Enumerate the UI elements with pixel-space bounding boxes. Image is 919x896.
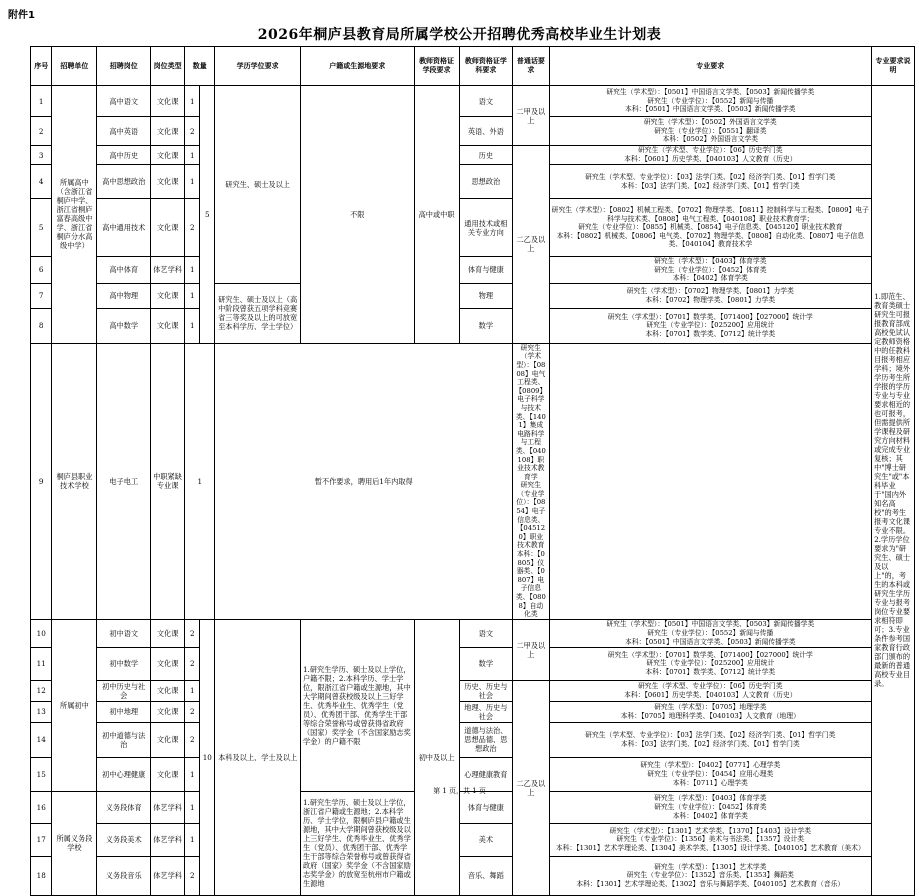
major-line: 研究生（学术型）：【0403】体育学类 (654, 257, 767, 265)
row-major (549, 86, 872, 117)
row-post: 初中历史与社会 (97, 680, 151, 701)
row-count: 2 (185, 701, 200, 722)
major-line: 研究生（专业学位）：【0551】翻译类 (654, 126, 767, 135)
mandarin-requirement: 二乙及以上 (513, 146, 549, 344)
major-line: 研究生（专业学位）：【0552】新闻与传播 (647, 628, 774, 637)
unit-cell: 桐庐县职业技术学校 (52, 343, 97, 619)
major-note: 1.即范生、教育类硕士研究生可报报教育部成高校免试认定教师资格中的任教科目报考相应学科；境外学历考生所学报的学历专业与专业要求相近的也可报考，但需提供所学课程及研究方向材料或完成专业复核；其中"博士研究生"或"本科毕业于"国内外知名高校"的考生报考文化课专业不限。2.学历学位要求为"研究生、硕士及以上"的，考生的本科或研究生学历专业与报考岗位专业要求相符即可；3.专业条件参考国家教育行政部门颁布的最新的普通高校专业目录。 (872, 86, 915, 896)
major-line: 研究生（学术型、专业学位）：【06】历史学门类 (638, 682, 783, 691)
row-type: 体艺学科 (150, 791, 184, 823)
row-major (549, 308, 872, 343)
row-post: 高中语文 (97, 86, 151, 117)
header-cert-subject: 教师资格证学科要求 (459, 47, 513, 86)
row-seq: 1 (31, 86, 52, 117)
row-cert-subject: 数学 (459, 308, 513, 343)
major-line: 研究生（专业学位）：【0452】体育类 (654, 265, 767, 274)
row-seq: 17 (31, 823, 52, 856)
major-line: 本科：【0501】中国语言文学类、【0503】新闻传播学类 (625, 105, 796, 114)
row-type: 文化课 (150, 701, 184, 722)
major-line: 研究生（学术型）：【0501】中国语言文学类、【0503】新闻传播学类 (606, 88, 815, 97)
row-seq: 3 (31, 146, 52, 165)
header-type: 岗位类型 (150, 47, 184, 86)
major-line: 研究生（学术型）：【0402】【0771】心理学类 (640, 761, 781, 770)
row-post: 初中心理健康 (97, 757, 151, 791)
row-cert-subject: 历史 (459, 146, 513, 165)
row-major (549, 647, 872, 680)
major-line: 本科：【0711】心理学类 (672, 778, 748, 787)
major-line: 本科：【03】法学门类、【02】经济学门类、【01】哲学门类 (620, 739, 800, 748)
page-footer: 第 1 页，共 1 页 (433, 787, 486, 795)
row-cert-subject: 物理 (459, 283, 513, 308)
row-post: 初中语文 (97, 619, 151, 647)
table-row (31, 701, 915, 722)
row-type: 文化课 (150, 117, 184, 146)
major-line: 本科：【0705】地理科学类、【040103】人文教育（地理） (620, 711, 800, 720)
row-major (549, 619, 872, 647)
domicile-requirement: 1.研究生学历、硕士及以上学位，浙江省户籍或生源地；2.本科学历、学士学位，限桐庐县户籍或生源地，其中大学期间曾获校级及以上三好学生、优秀毕业生、优秀学生（党员）、优秀团干部、优秀学生干部等综合荣誉称号或曾获得省政府（国家）奖学金（不含国家励志奖学金）的放宽至杭州市户籍或生源地 (300, 791, 414, 895)
row-post: 高中英语 (97, 117, 151, 146)
major-line: 研究生（学术型）：【0701】数学类、【071400】【027000】统计学 (607, 312, 813, 321)
row-cert-subject: 语文 (459, 619, 513, 647)
header-mandarin: 普通话要求 (513, 47, 549, 86)
edu-requirement: 本科及以上、学士及以上 (215, 619, 301, 895)
row-count: 1 (185, 680, 200, 701)
unit-cell: 所属初中 (52, 619, 97, 791)
row-post: 电子电工 (97, 343, 151, 619)
row-major (549, 722, 872, 757)
major-line: 研究生（学术型）：【0501】中国语言文学类、【0503】新闻传播学类 (606, 620, 815, 629)
row-count: 1 (185, 86, 200, 117)
total-count: 5 (200, 86, 215, 344)
row-post: 高中通用技术 (97, 199, 151, 257)
cert-level: 初中及以上 (414, 619, 459, 895)
row-cert-subject: 历史、历史与社会 (459, 680, 513, 701)
row-major (549, 117, 872, 146)
row-post: 高中思想政治 (97, 165, 151, 199)
table-row (31, 619, 915, 647)
row-count: 1 (185, 165, 200, 199)
row-count: 1 (185, 823, 200, 856)
header-note: 专业要求说明 (872, 47, 915, 86)
header-major: 专业要求 (549, 47, 872, 86)
row-cert-subject: 思想政治 (459, 165, 513, 199)
major-line: 本科：【1301】艺术学理论类、【1304】美术学类、【1305】设计学类、【040105】艺术教育（美术） (555, 844, 865, 853)
table-row (31, 199, 915, 257)
major-line: 本科：【0805】仪器类、【0807】电子信息类、【0808】自动化类 (515, 550, 546, 619)
attachment-label: 附件1 (8, 10, 35, 21)
row-type: 文化课 (150, 680, 184, 701)
row-major (549, 680, 872, 701)
major-line: 研究生（学术型）：【0701】数学类、【071400】【027000】统计学 (607, 650, 813, 659)
row-seq: 15 (31, 757, 52, 791)
row-count: 1 (185, 308, 200, 343)
major-line: 研究生（专业学位）：【025200】应用统计 (646, 321, 775, 330)
row-cert-subject: 语文 (459, 86, 513, 117)
table-row (31, 722, 915, 757)
row-cert-subject: 地理、历史与社会 (459, 701, 513, 722)
row-type: 中职紧缺专业课 (150, 343, 184, 619)
unit-cell: 所属义务段学校 (52, 791, 97, 895)
row-seq: 16 (31, 791, 52, 823)
row-type: 文化课 (150, 722, 184, 757)
row-seq: 13 (31, 701, 52, 722)
row-type: 文化课 (150, 757, 184, 791)
header-domicile: 户籍或生源地要求 (300, 47, 414, 86)
row-count: 2 (185, 722, 200, 757)
row-type: 文化课 (150, 165, 184, 199)
major-line: 研究生（学术型）：【0502】外国语言文学类 (643, 118, 777, 127)
table-row (31, 791, 915, 823)
row-post: 义务段体育 (97, 791, 151, 823)
domicile-requirement: 1.研究生学历、硕士及以上学位，户籍不限；2.本科学历、学士学位，限浙江省户籍或生源地，其中大学期间曾获校级及以上三好学生、优秀毕业生、优秀学生（党员）、优秀团干部、优秀学生干部等综合荣誉称号或曾获得省政府（国家）奖学金（不含国家励志奖学金）的户籍不限 (300, 619, 414, 791)
edu-requirement: 研究生、硕士及以上（高中阶段曾获五项学科竞赛省三等奖及以上的可放宽至本科学历、学士学位） (215, 283, 301, 343)
unit-cell: 所属高中（含浙江省桐庐中学、浙江省桐庐富春高级中学、浙江省桐庐分水高级中学） (52, 86, 97, 344)
major-line: 研究生（学术型）：【0702】物理学类、【0801】力学类 (626, 287, 794, 296)
row-type: 文化课 (150, 86, 184, 117)
row-seq: 4 (31, 165, 52, 199)
table-row (31, 308, 915, 343)
row-major (549, 257, 872, 284)
row-seq: 8 (31, 308, 52, 343)
row-count: 1 (185, 757, 200, 791)
domicile-requirement: 不限 (300, 86, 414, 344)
row-seq: 14 (31, 722, 52, 757)
row-type: 文化课 (150, 283, 184, 308)
header-row (31, 47, 915, 86)
table-row (31, 856, 915, 895)
row-cert-subject: 体育与健康 (459, 257, 513, 284)
row-post: 义务段美术 (97, 823, 151, 856)
major-line: 研究生（专业学位）：【0454】应用心理类 (647, 769, 774, 778)
major-line: 研究生（专业学位）：【025200】应用统计 (646, 659, 775, 668)
row-type: 文化课 (150, 647, 184, 680)
row-seq: 18 (31, 856, 52, 895)
total-count: 10 (200, 619, 215, 895)
header-count: 数量 (185, 47, 215, 86)
major-line: 研究生（学术型、专业学位）：【06】历史学门类 (638, 146, 783, 155)
major-line: 本科：【0402】体育学类 (672, 811, 748, 820)
row-type: 文化课 (150, 146, 184, 165)
major-line: 本科：【0502】外国语言文学类 (662, 135, 759, 144)
major-line: 本科：【03】法学门类、【02】经济学门类、【01】哲学门类 (620, 181, 800, 190)
row-count: 1 (185, 146, 200, 165)
header-edu: 学历学位要求 (215, 47, 301, 86)
major-line: 本科：【1301】艺术学理论类、【1302】音乐与舞蹈学类、【040105】艺术教育（音乐） (576, 880, 845, 889)
row-count: 1 (185, 283, 200, 308)
major-line: 研究生（学术型、专业学位）：【03】法学门类、【02】经济学门类、【01】哲学门类 (585, 731, 836, 740)
row-seq: 5 (31, 199, 52, 257)
major-line: 研究生（学术型）：【0403】体育学类 (654, 794, 767, 803)
row-count: 2 (185, 199, 200, 257)
major-line: 研究生（学术型）：【0802】机械工程类、【0702】物理学类、【0811】控制科学与工程类、【0809】电子科学与技术类、【0808】电气工程类、【040108】职业技术教育学； (551, 206, 869, 223)
row-seq: 11 (31, 647, 52, 680)
row-seq: 9 (31, 343, 52, 619)
row-post: 高中历史 (97, 146, 151, 165)
row-post: 高中数学 (97, 308, 151, 343)
row-count: 2 (185, 647, 200, 680)
row-cert-subject: 美术 (459, 823, 513, 856)
row-post: 初中道德与法治 (97, 722, 151, 757)
row-count: 2 (185, 856, 200, 895)
row-cert-subject: 通用技术或相关专业方向 (459, 199, 513, 257)
row-count: 2 (185, 117, 200, 146)
row-type: 文化课 (150, 619, 184, 647)
major-line: 本科：【0601】历史学类、【040103】人文教育（历史） (624, 155, 797, 163)
row-seq: 6 (31, 257, 52, 284)
row-post: 初中数学 (97, 647, 151, 680)
major-line: 研究生（专业学位）：【1356】美术与书法类、【1357】设计类 (616, 835, 805, 844)
header-seq: 序号 (31, 47, 52, 86)
row-major (549, 146, 872, 165)
major-line: 本科：【0702】物理学类、【0801】力学类 (645, 295, 776, 304)
mandarin-requirement: 二乙及以上 (513, 680, 549, 895)
mandarin-requirement: 二甲及以上 (513, 619, 549, 680)
row-cert-subject: 心理健康教育 (459, 757, 513, 791)
table-row (31, 165, 915, 199)
major-line: 本科：【0501】中国语言文学类、【0503】新闻传播学类 (625, 637, 796, 646)
row-count: 1 (185, 257, 200, 284)
row-cert-subject: 英语、外语 (459, 117, 513, 146)
header-post: 招聘岗位 (97, 47, 151, 86)
table-row (31, 680, 915, 701)
page-title: 2026年桐庐县教育局所属学校公开招聘优秀高校毕业生计划表 (257, 27, 662, 43)
row-post: 高中体育 (97, 257, 151, 284)
cert-level: 高中或中职 (414, 86, 459, 344)
row-type: 文化课 (150, 308, 184, 343)
row-seq: 2 (31, 117, 52, 146)
header-unit: 招聘单位 (52, 47, 97, 86)
row-type: 体艺学科 (150, 856, 184, 895)
mandarin-requirement: 二甲及以上 (513, 86, 549, 146)
major-line: 研究生（专业学位）：【0452】体育类 (654, 802, 767, 811)
row-major (549, 199, 872, 257)
row-major (549, 283, 872, 308)
row-count: 1 (185, 791, 200, 823)
row-major (549, 701, 872, 722)
table-row (31, 146, 915, 165)
row-cert-subject: 体育与健康 (459, 791, 513, 823)
major-line: 研究生（学术型）：【0705】地理学类 (654, 703, 767, 712)
row-type: 体艺学科 (150, 823, 184, 856)
major-line: 本科：【0402】体育学类 (672, 274, 748, 283)
row-major (549, 791, 872, 823)
edu-requirement: 研究生、硕士及以上 (215, 86, 301, 284)
major-line: 研究生（学术型）：【1301】艺术学类 (654, 862, 767, 871)
row-seq: 12 (31, 680, 52, 701)
major-line: 研究生（专业学位）：【1352】音乐类、【1353】舞蹈类 (626, 871, 794, 880)
major-line: 本科：【0601】历史学类、【040103】人文教育（历史） (624, 690, 797, 699)
table-row (31, 86, 915, 117)
major-line: 研究生（专业学位）：【0855】机械类、【0854】电子信息类、【045120】职业技术教育 (578, 223, 843, 232)
row-cert-subject: 数学 (459, 647, 513, 680)
table-row (31, 257, 915, 284)
major-line: 本科：【0802】机械类、【0806】电气类、【0702】物理学类、【0808】自动化类、【0807】电子信息类、【040104】教育技术学 (556, 231, 864, 249)
major-line: 研究生（学术型）：【1301】艺术学类、【1370】【1403】设计学类 (609, 826, 812, 835)
major-line: 本科：【0701】数学类、【0712】统计学类 (645, 330, 776, 339)
row-post: 高中物理 (97, 283, 151, 308)
major-line: 研究生（学术型、专业学位）：【03】法学门类、【02】经济学门类、【01】哲学门类 (585, 172, 836, 181)
row-major (513, 343, 549, 619)
row-count: 1 (185, 343, 215, 619)
table-row (31, 823, 915, 856)
row-major (549, 165, 872, 199)
row-cert-subject: 音乐、舞蹈 (459, 856, 513, 895)
table-row (31, 647, 915, 680)
row-post: 义务段音乐 (97, 856, 151, 895)
row-seq: 10 (31, 619, 52, 647)
table-row (31, 283, 915, 308)
table-row (31, 343, 915, 619)
row-count: 2 (185, 619, 200, 647)
vocational-merged: 暂不作要求，聘用后1年内取得 (215, 343, 513, 619)
major-line: 本科：【0701】数学类、【0712】统计学类 (645, 668, 776, 677)
row-major (549, 856, 872, 895)
row-post: 初中地理 (97, 701, 151, 722)
recruitment-plan-table (30, 46, 915, 896)
row-type: 体艺学科 (150, 257, 184, 284)
row-type: 文化课 (150, 199, 184, 257)
header-cert-level: 教师资格证学段要求 (414, 47, 459, 86)
major-line: 研究生（专业学位）：【0552】新闻与传播 (647, 96, 774, 105)
row-seq: 7 (31, 283, 52, 308)
major-line: 研究生（专业学位）：【0854】电子信息类、【045120】职业技术教育 (516, 481, 546, 550)
table-row (31, 117, 915, 146)
major-line: 研究生（学术型）：【0808】电气工程类、【0809】电子科学与技术类、【1401】集成电路科学与工程类、【040108】职业技术教育学 (515, 343, 547, 481)
row-cert-subject: 道德与法治、思想品德、思想政治 (459, 722, 513, 757)
row-major (549, 823, 872, 856)
